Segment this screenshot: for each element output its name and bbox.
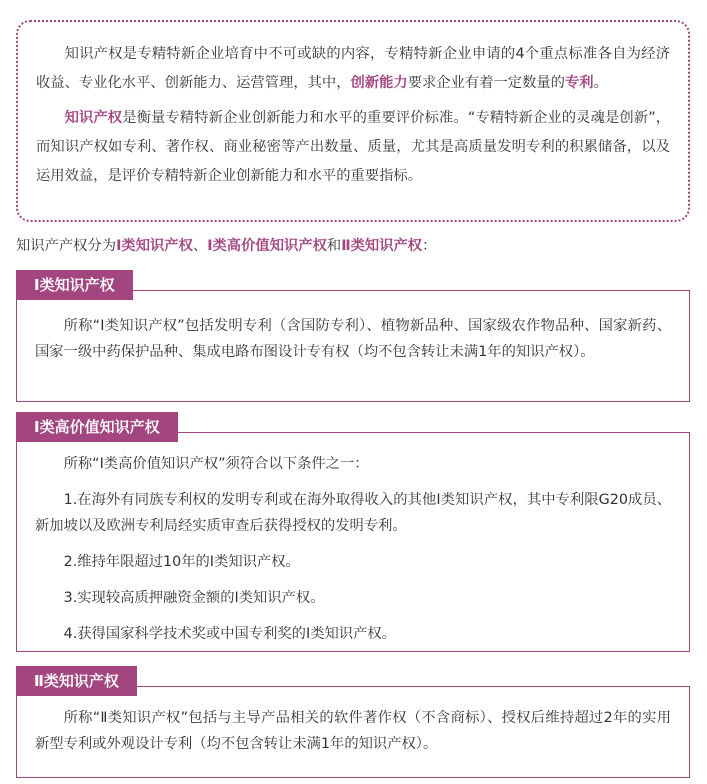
section-paragraph: 所称“Ⅰ类知识产权”包括发明专利（含国防专利）、植物新品种、国家级农作物品种、国家新药、国家一级中药保护品种、集成电路布图设计专有权（均不包含转让未满1年的知识产权）。: [35, 318, 671, 360]
lead-highlight-class2: Ⅱ类知识产权: [341, 238, 423, 254]
condition-item: 1.在海外有同族专利权的发明专利或在海外取得收入的其他Ⅰ类知识产权，其中专利限G20成员、新加坡以及欧洲专利局经实质审查后获得授权的发明专利。: [35, 492, 671, 534]
intro-text: 要求企业有着一定数量的: [407, 75, 565, 91]
lead-text: ：: [422, 238, 437, 254]
condition-item: 4.获得国家科学技术奖或中国专利奖的Ⅰ类知识产权。: [63, 626, 396, 642]
lead-text: 知识产产权分为: [16, 238, 117, 254]
section-class2-title: Ⅱ类知识产权: [16, 666, 137, 696]
highlight-innovation: 创新能力: [350, 75, 408, 91]
intro-text: 。: [593, 75, 608, 91]
intro-text: 是衡量专精特新企业创新能力和水平的重要评价标准。“专精特新企业的灵魂是创新”，而知识产权如专利、著作权、商业秘密等产出数量、质量，尤其是高质量发明专利的积累储备，以及运用效益，是评价专精特新企业创新能力和水平的重要指标。: [36, 110, 670, 184]
intro-text: 知识产权是专精特新企业培育中不可或缺的内容，专精特新企业申请的4个重点标准各自为经济收益、专业化水平、创新能力、运营管理，其中，: [36, 46, 670, 91]
lead-text: 、: [192, 238, 208, 254]
condition-item: 3.实现较高质押融资金额的Ⅰ类知识产权。: [63, 590, 325, 606]
section-class1-box: [16, 290, 690, 402]
section-paragraph: 所称“Ⅰ类高价值知识产权”须符合以下条件之一：: [63, 456, 369, 472]
lead-text: 和: [326, 238, 342, 254]
section-class1-title: Ⅰ类知识产权: [16, 270, 133, 300]
section-class1-high-value-box: [16, 432, 690, 652]
section-class2-box: [16, 686, 690, 778]
lead-highlight-class1: Ⅰ类知识产权: [116, 238, 193, 254]
intro-box: [16, 20, 690, 222]
section-class1-high-value-title: Ⅰ类高价值知识产权: [16, 412, 178, 442]
section-paragraph: 所称“Ⅱ类知识产权”包括与主导产品相关的软件著作权（不含商标）、授权后维持超过2年的实用新型专利或外观设计专利（均不包含转让未满1年的知识产权）。: [35, 710, 671, 752]
highlight-patent: 专利: [564, 75, 594, 91]
condition-item: 2.维持年限超过10年的Ⅰ类知识产权。: [63, 554, 300, 570]
lead-highlight-class1-high-value: Ⅰ类高价值知识产权: [207, 238, 327, 254]
classification-lead: [16, 235, 436, 257]
intro-paragraph-1: [36, 40, 670, 98]
intro-paragraph-2: [36, 104, 670, 191]
highlight-ip: 知识产权: [64, 110, 123, 126]
